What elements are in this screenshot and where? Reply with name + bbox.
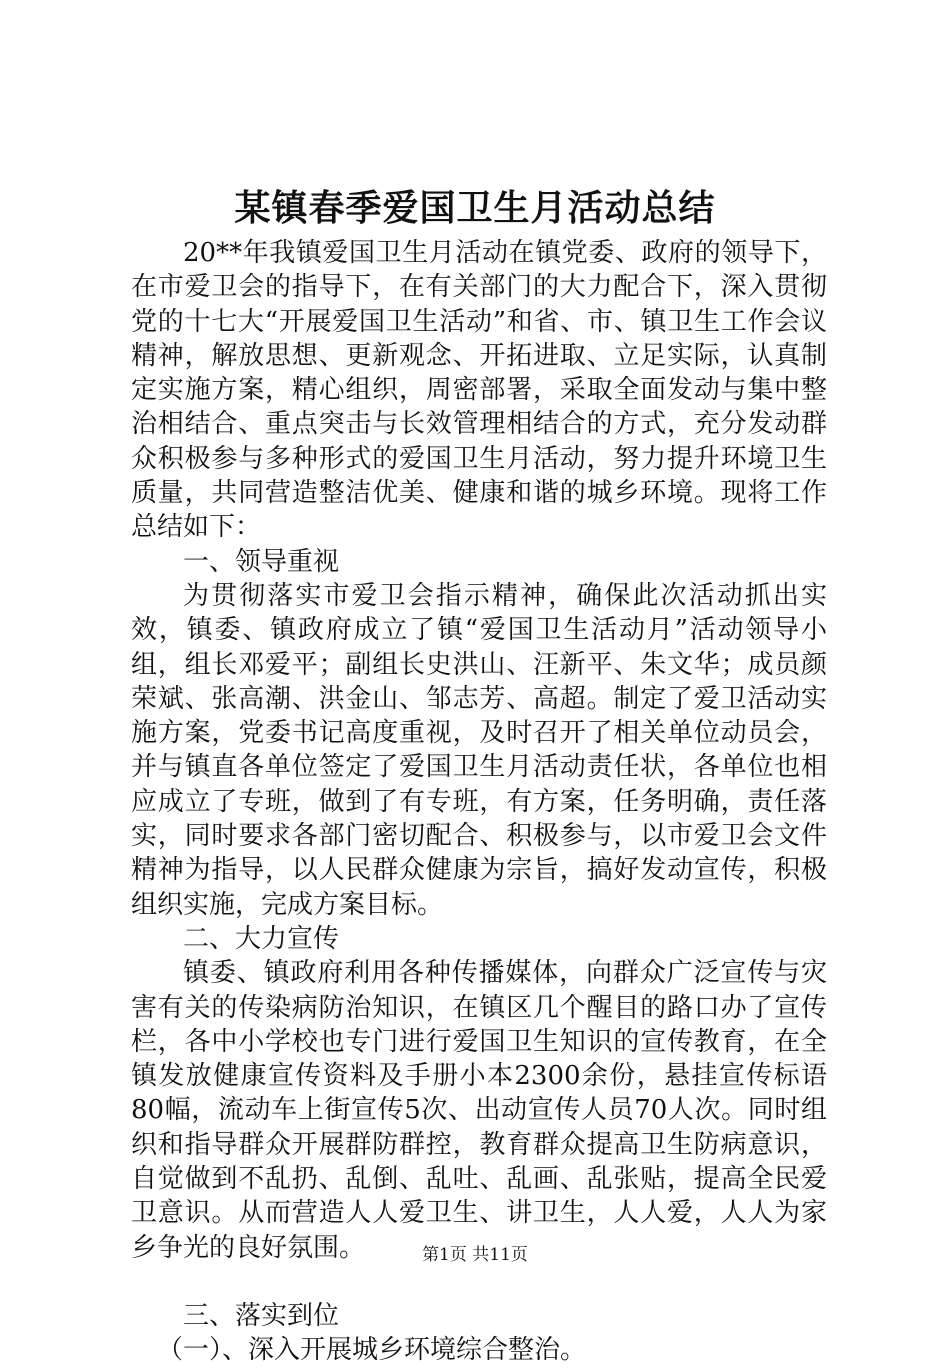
section-heading-1: 一、领导重视 — [183, 546, 340, 577]
publicity-paragraph: 镇委、镇政府利用各种传播媒体，向群众广泛宣传与灾害有关的传染病防治知识，在镇区几个醒目的路口办了宣传栏，各中小学校也专门进行爱国卫生知识的宣传教育，在全镇发放健康宣传资料及手册小本2300余份，悬挂宣传标语80幅，流动车上街宣传5次、出动宣传人员70人次。同时组织和指导群众开展群防群控，教育群众提高卫生防病意识，自觉做到不乱扔、乱倒、乱吐、乱画、乱张贴，提高全民爱卫意识。从而营造人人爱卫生、讲卫生，人人爱，人人为家乡争光的良好氛围。 — [131, 958, 827, 1263]
document-title: 某镇春季爱国卫生月活动总结 — [234, 187, 716, 229]
page-number: 第1页 共11页 — [422, 1245, 528, 1265]
subsection-heading: （一）、深入开展城乡环境综合整治。 — [157, 1335, 587, 1366]
intro-paragraph: 20**年我镇爱国卫生月活动在镇党委、政府的领导下，在市爱卫会的指导下，在有关部门的大力配合下，深入贯彻党的十七大“开展爱国卫生活动”和省、市、镇卫生工作会议精神，解放思想、更新观念、开拓进取、立足实际，认真制定实施方案，精心组织，周密部署，采取全面发动与集中整治相结合、重点突击与长效管理相结合的方式，充分发动群众积极参与多种形式的爱国卫生月活动，努力提升环境卫生质量，共同营造整洁优美、健康和谐的城乡环境。现将工作总结如下： — [131, 238, 827, 543]
section-heading-3: 三、落实到位 — [183, 1300, 340, 1331]
section-heading-2: 二、大力宣传 — [183, 923, 340, 954]
paragraph-gap — [131, 1265, 827, 1299]
leadership-paragraph: 为贯彻落实市爱卫会指示精神，确保此次活动抓出实效，镇委、镇政府成立了镇“爱国卫生活动月”活动领导小组，组长邓爱平；副组长史洪山、汪新平、朱文华；成员颜荣斌、张高潮、洪金山、邹志芳、高超。制定了爱卫活动实施方案，党委书记高度重视，及时召开了相关单位动员会，并与镇直各单位签定了爱国卫生月活动责任状，各单位也相应成立了专班，做到了有专班，有方案，任务明确，责任落实，同时要求各部门密切配合、积极参与，以市爱卫会文件精神为指导，以人民群众健康为宗旨，搞好发动宣传，积极组织实施，完成方案目标。 — [131, 580, 827, 920]
document-body — [131, 236, 827, 1368]
